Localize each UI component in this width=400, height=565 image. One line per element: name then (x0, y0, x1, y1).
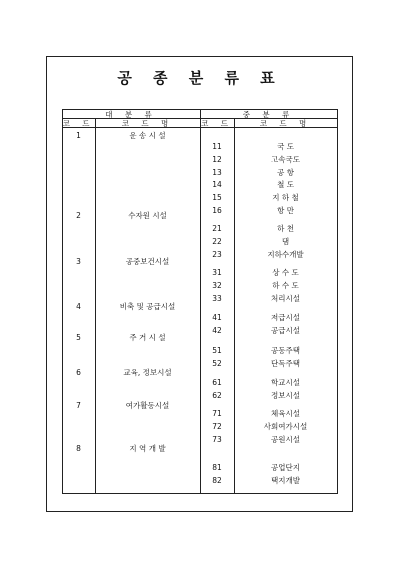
header-major-group: 대 분 류 (105, 110, 157, 119)
minor-code: 61 (212, 378, 222, 387)
header-minor-group: 중 분 류 (242, 110, 295, 119)
minor-code: 21 (212, 224, 222, 233)
minor-code: 15 (212, 193, 222, 202)
minor-name: 공원시설 (271, 435, 300, 444)
major-code: 5 (76, 333, 81, 342)
major-code: 6 (76, 368, 81, 377)
minor-code: 32 (212, 281, 222, 290)
minor-code: 12 (212, 155, 222, 164)
minor-name: 처리시설 (271, 294, 300, 303)
header-minor-name: 코 드 명 (259, 119, 312, 128)
minor-name: 택지개발 (271, 476, 300, 485)
minor-code: 16 (212, 206, 222, 215)
major-name: 비축 및 공급시설 (119, 302, 176, 311)
minor-name: 철 도 (277, 180, 294, 189)
minor-code: 71 (212, 409, 222, 418)
minor-name: 하 천 (277, 224, 294, 233)
minor-code: 33 (212, 294, 222, 303)
minor-code: 51 (212, 346, 222, 355)
minor-name: 댐 (281, 237, 290, 246)
major-name: 운 송 시 설 (129, 131, 166, 140)
minor-code: 82 (212, 476, 222, 485)
header-major-code: 코 드 (62, 119, 95, 128)
table-border-left (62, 109, 63, 493)
minor-name: 공급시설 (271, 326, 300, 335)
minor-name: 항 만 (277, 206, 294, 215)
minor-code: 52 (212, 359, 222, 368)
minor-name: 공동주택 (271, 346, 300, 355)
minor-name: 사회여가시설 (263, 422, 308, 431)
minor-code: 41 (212, 313, 222, 322)
header-major-name: 코 드 명 (121, 119, 174, 128)
table-border-right (337, 109, 338, 494)
header-minor-code: 코 드 (201, 119, 233, 128)
minor-code: 23 (212, 250, 222, 259)
minor-code: 81 (212, 463, 222, 472)
minor-name: 정보시설 (271, 391, 300, 400)
col-divider-group (200, 109, 201, 493)
minor-name: 저급시설 (271, 313, 300, 322)
major-code: 7 (76, 401, 81, 410)
minor-name: 하 수 도 (272, 281, 299, 290)
major-code: 3 (76, 257, 81, 266)
minor-name: 체육시설 (271, 409, 300, 418)
table-border-bottom (62, 493, 337, 494)
minor-code: 14 (212, 180, 222, 189)
col-divider-major-code (95, 118, 96, 493)
col-divider-minor-code (234, 118, 235, 493)
major-name: 지 역 개 발 (129, 444, 166, 453)
minor-name: 단독주택 (271, 359, 300, 368)
major-code: 1 (76, 131, 81, 140)
major-name: 여가활동시설 (125, 401, 170, 410)
minor-code: 22 (212, 237, 222, 246)
major-name: 교육, 정보시설 (123, 368, 172, 377)
minor-code: 13 (212, 168, 222, 177)
minor-name: 학교시설 (271, 378, 300, 387)
minor-name: 공 항 (277, 168, 294, 177)
minor-name: 공업단지 (271, 463, 300, 472)
minor-code: 62 (212, 391, 222, 400)
minor-code: 31 (212, 268, 222, 277)
major-code: 2 (76, 211, 81, 220)
minor-name: 상 수 도 (272, 268, 299, 277)
page-title: 공 종 분 류 표 (117, 69, 283, 87)
minor-name: 지하수개발 (267, 250, 304, 259)
minor-name: 고속국도 (271, 155, 300, 164)
major-code: 8 (76, 444, 81, 453)
major-name: 주 거 시 설 (129, 333, 166, 342)
minor-code: 42 (212, 326, 222, 335)
major-name: 수자원 시설 (128, 211, 167, 220)
minor-code: 73 (212, 435, 222, 444)
major-name: 공중보건시설 (125, 257, 170, 266)
minor-code: 72 (212, 422, 222, 431)
minor-name: 지 하 철 (272, 193, 299, 202)
minor-code: 11 (212, 142, 222, 151)
minor-name: 국 도 (277, 142, 294, 151)
major-code: 4 (76, 302, 81, 311)
